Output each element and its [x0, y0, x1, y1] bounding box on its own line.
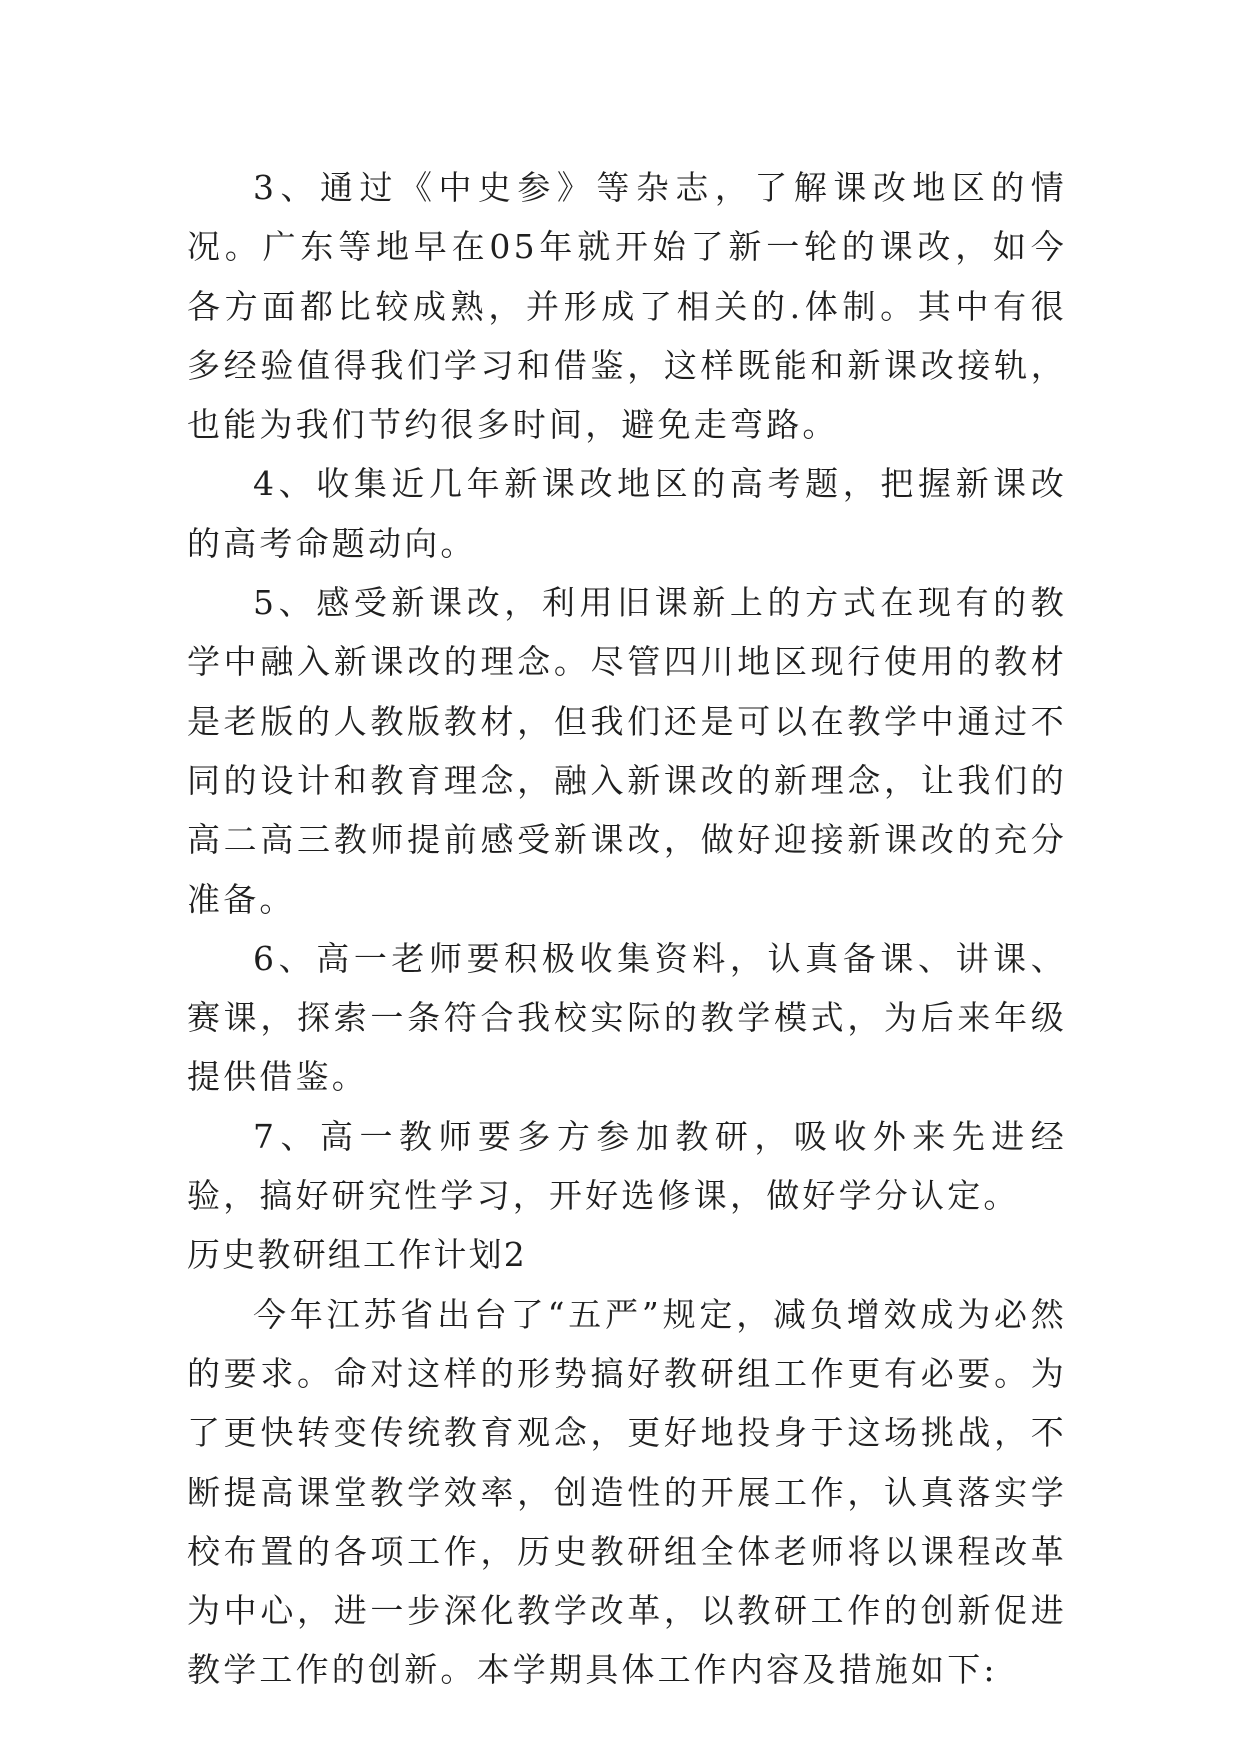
paragraph-4: 4、收集近几年新课改地区的高考题，把握新课改的高考命题动向。 — [187, 464, 1067, 563]
paragraph-7: 7、高一教师要多方参加教研，吸收外来先进经验，搞好研究性学习，开好选修课，做好学分认定。 — [187, 1116, 1067, 1216]
paragraph-5: 5、感受新课改，利用旧课新上的方式在现有的教学中融入新课改的理念。尽管四川地区现行使用的教材是老版的人教版教材，但我们还是可以在教学中通过不同的设计和教育理念，融入新课改的新理念，让我们的高二高三教师提前感受新课改，做好迎接新课改的充分准备。 — [187, 583, 1067, 919]
paragraph-6: 6、高一老师要积极收集资料，认真备课、讲课、赛课，探索一条符合我校实际的教学模式，为后来年级提供借鉴。 — [187, 938, 1067, 1097]
paragraph-3: 3、通过《中史参》等杂志，了解课改地区的情况。广东等地早在05年就开始了新一轮的课改，如今各方面都比较成熟，并形成了相关的.体制。其中有很多经验值得我们学习和借鉴，这样既能和新课改接轨，也能为我们节约很多时间，避免走弯路。 — [187, 168, 1067, 445]
document-body — [187, 158, 1067, 1700]
section-heading: 历史教研组工作计划2 — [187, 1235, 527, 1275]
paragraph-intro: 今年江苏省出台了“五严”规定，减负增效成为必然的要求。命对这样的形势搞好教研组工作更有必要。为了更快转变传统教育观念，更好地投身于这场挑战，不断提高课堂教学效率，创造性的开展工作，认真落实学校布置的各项工作，历史教研组全体老师将以课程改革为中心，进一步深化教学改革，以教研工作的创新促进教学工作的创新。本学期具体工作内容及措施如下: — [187, 1294, 1067, 1690]
